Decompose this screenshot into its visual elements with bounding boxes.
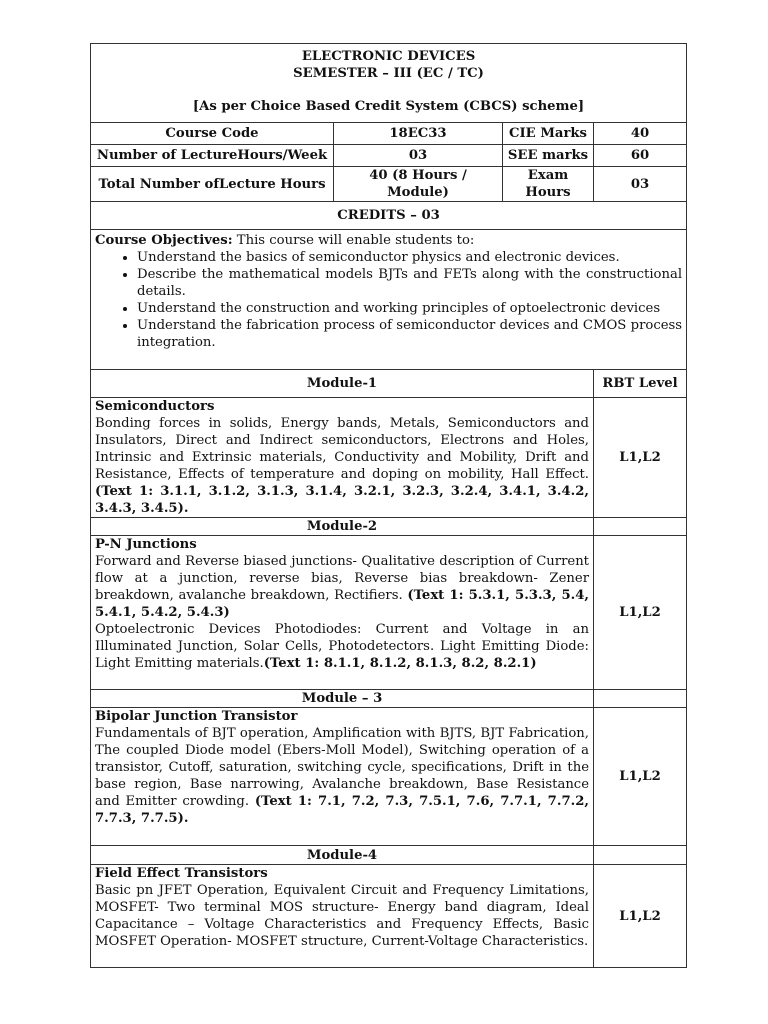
module-2-rbt: L1,L2	[594, 536, 687, 690]
cie-marks-value: 40	[594, 123, 687, 145]
module-3-heading: Bipolar Junction Transistor	[95, 709, 298, 724]
exam-hours-label: Exam Hours	[503, 167, 594, 202]
rbt-level-header: RBT Level	[594, 370, 687, 398]
cie-marks-label: CIE Marks	[503, 123, 594, 145]
lecture-hours-week-value: 03	[334, 145, 503, 167]
objective-item: • Understand the fabrication process of semiconductor devices and CMOS process integration.	[137, 317, 682, 351]
module-2-body2: Optoelectronic Devices Photodiodes: Current and Voltage in an Illuminated Junction, Solar Cells, Photodetectors. Light Emitting Diode: Light Emitting materials.	[95, 622, 589, 671]
objectives-label: Course Objectives:	[95, 233, 233, 248]
module-2-body: Forward and Reverse biased junctions- Qualitative description of Current flow at a junction, reverse bias, Reverse bias breakdown- Zener breakdown, avalanche breakdown, Rectifiers.	[95, 554, 589, 603]
module-3-body: Fundamentals of BJT operation, Amplification with BJTS, BJT Fabrication, The coupled Diode model (Ebers-Moll Model), Switching operation of a transistor, Cutoff, saturation, switching cycle, specifications, Drift in the base region, Base narrowing, Avalanche breakdown, Base Resistance and Emitter crowding.	[95, 726, 589, 809]
objectives-list	[95, 249, 682, 351]
module-1-ref: (Text 1: 3.1.1, 3.1.2, 3.1.3, 3.1.4, 3.2.1, 3.2.3, 3.2.4, 3.4.1, 3.4.2, 3.4.3, 3.4.5).	[95, 484, 589, 516]
course-code-value: 18EC33	[334, 123, 503, 145]
see-marks-label: SEE marks	[503, 145, 594, 167]
module-2-title: Module-2	[91, 518, 594, 536]
module-2-ref: (Text 1: 5.3.1, 5.3.3, 5.4, 5.4.1, 5.4.2, 5.4.3)	[95, 588, 589, 620]
see-marks-value: 60	[594, 145, 687, 167]
total-hours-value: 40 (8 Hours / Module)	[334, 167, 503, 202]
module-1-rbt: L1,L2	[594, 398, 687, 518]
exam-hours-value: 03	[594, 167, 687, 202]
module-3-rbt-spacer	[594, 690, 687, 708]
module-1-body: Bonding forces in solids, Energy bands, Metals, Semiconductors and Insulators, Direct and Indirect semiconductors, Electrons and Holes, Intrinsic and Extrinsic materials, Conductivity and Mobility, Drift and Resistance, Effects of temperature and doping on mobility, Hall Effect.	[95, 416, 589, 482]
module-4-title: Module-4	[91, 846, 594, 865]
module-1-content	[91, 398, 594, 518]
module-4-heading: Field Effect Transistors	[95, 866, 268, 881]
module-1-title: Module-1	[91, 370, 594, 398]
module-2-heading: P-N Junctions	[95, 537, 197, 552]
module-2-rbt-spacer	[594, 518, 687, 536]
course-objectives	[91, 230, 687, 370]
semester-label: SEMESTER – III (EC / TC)	[293, 66, 484, 81]
course-header	[91, 44, 687, 123]
module-1-heading: Semiconductors	[95, 399, 215, 414]
module-3-ref: (Text 1: 7.1, 7.2, 7.3, 7.5.1, 7.6, 7.7.1, 7.7.2, 7.7.3, 7.7.5).	[95, 794, 589, 826]
module-4-rbt-spacer	[594, 846, 687, 865]
credits: CREDITS – 03	[91, 202, 687, 230]
scheme-label: [As per Choice Based Credit System (CBCS) scheme]	[192, 99, 585, 114]
module-3-body-block	[95, 725, 589, 827]
syllabus-table	[90, 43, 687, 968]
module-2-ref2: (Text 1: 8.1.1, 8.1.2, 8.1.3, 8.2, 8.2.1)	[263, 656, 537, 671]
module-3-title: Module – 3	[91, 690, 594, 708]
objective-item: • Understand the basics of semiconductor physics and electronic devices.	[137, 249, 682, 266]
module-4-body: Basic pn JFET Operation, Equivalent Circuit and Frequency Limitations, MOSFET- Two terminal MOS structure- Energy band diagram, Ideal Capacitance – Voltage Characteristics and Frequency Effects, Basic MOSFET Operation- MOSFET structure, Current-Voltage Characteristics.	[95, 883, 589, 949]
module-2-body-block	[95, 553, 589, 621]
module-4-rbt: L1,L2	[594, 865, 687, 968]
module-3-content	[91, 708, 594, 846]
module-3-rbt: L1,L2	[594, 708, 687, 846]
objective-item: • Understand the construction and working principles of optoelectronic devices	[137, 300, 682, 317]
total-hours-label: Total Number ofLecture Hours	[91, 167, 334, 202]
course-title: ELECTRONIC DEVICES	[301, 49, 476, 64]
module-4-content	[91, 865, 594, 968]
objective-item: • Describe the mathematical models BJTs and FETs along with the constructional details.	[137, 266, 682, 300]
module-1-body-block	[95, 415, 589, 517]
module-2-content	[91, 536, 594, 690]
objectives-intro-text: This course will enable students to:	[232, 233, 475, 248]
lecture-hours-week-label: Number of LectureHours/Week	[91, 145, 334, 167]
objectives-intro	[95, 232, 682, 249]
module-2-body2-block	[95, 621, 589, 672]
course-code-label: Course Code	[91, 123, 334, 145]
